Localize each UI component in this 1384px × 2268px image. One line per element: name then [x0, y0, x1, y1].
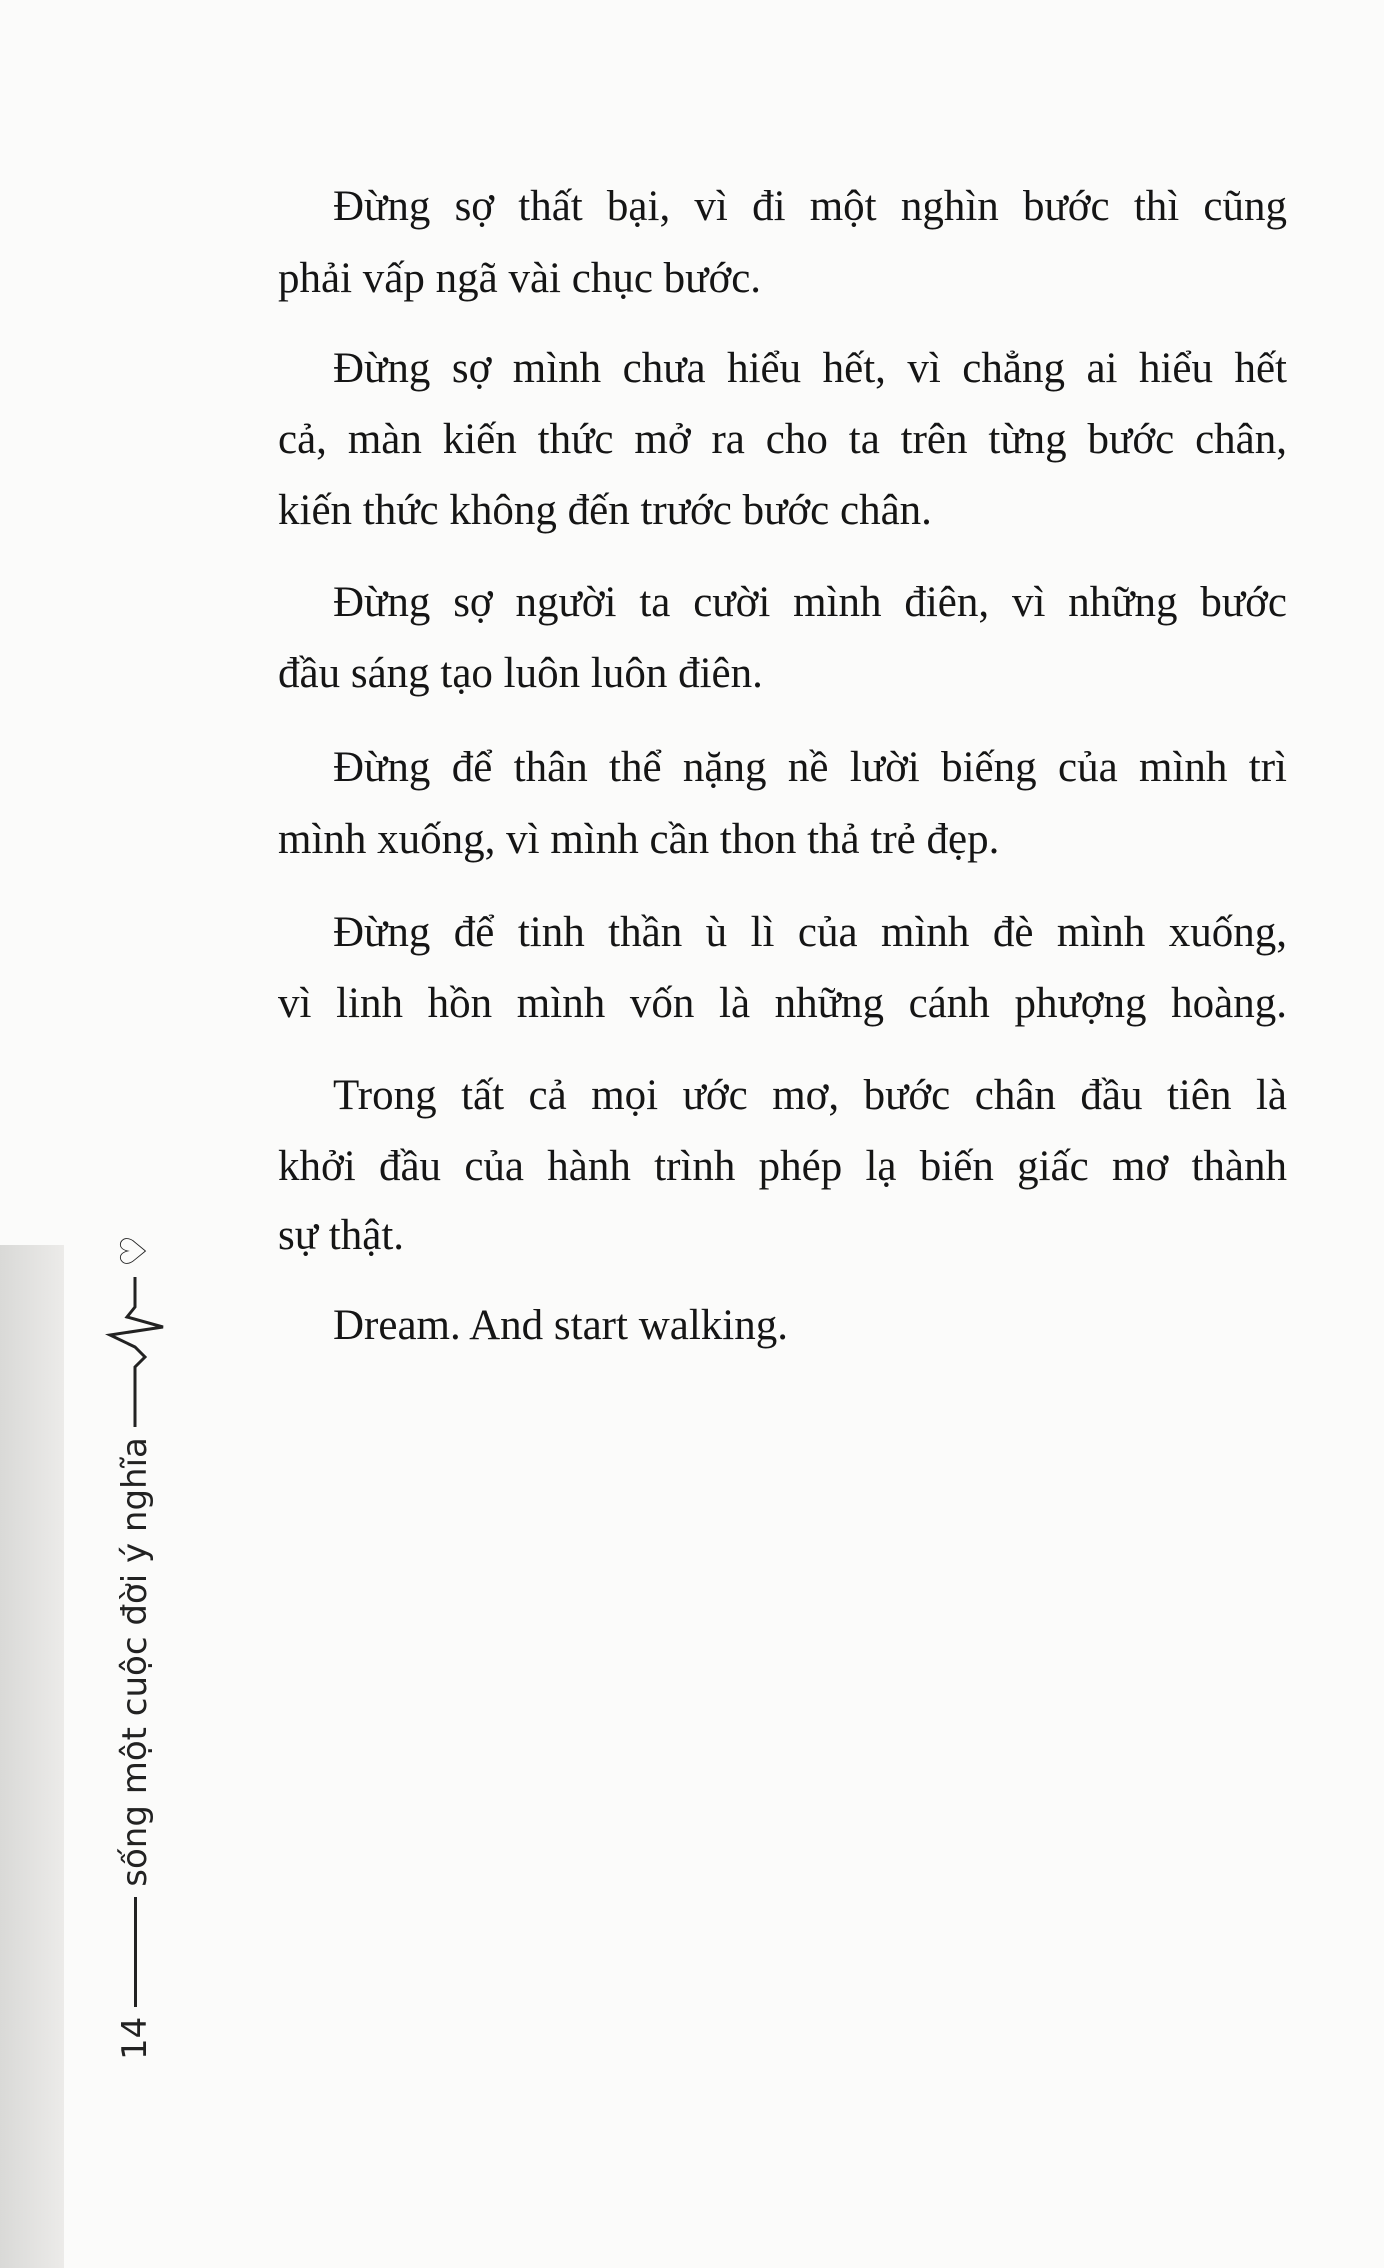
- text-line: sự thật.: [278, 1212, 405, 1259]
- text-line: đầu sáng tạo luôn luôn điên.: [278, 650, 763, 697]
- text-line: Đừng sợ người ta cười mình điên, vì những bước: [333, 579, 1287, 626]
- text-line: Đừng sợ mình chưa hiểu hết, vì chẳng ai hiểu hết: [333, 345, 1287, 392]
- page-number: 14: [115, 2016, 155, 2060]
- text-line: Đừng sợ thất bại, vì đi một nghìn bước thì cũng: [333, 183, 1287, 230]
- text-line: Đừng để thân thể nặng nề lười biếng của mình trì: [333, 744, 1287, 791]
- heartbeat-icon: [105, 1277, 165, 1427]
- text-line: phải vấp ngã vài chục bước.: [278, 255, 762, 302]
- text-line: kiến thức không đến trước bước chân.: [278, 487, 932, 534]
- text-line: Dream. And start walking.: [333, 1302, 788, 1349]
- text-line: mình xuống, vì mình cần thon thả trẻ đẹp.: [278, 816, 1000, 863]
- page-gutter-shadow: [0, 1245, 64, 2268]
- divider: [134, 1897, 137, 2007]
- text-line: Đừng để tinh thần ù lì của mình đè mình xuống,: [333, 909, 1287, 956]
- text-line: vì linh hồn mình vốn là những cánh phượng hoàng.: [278, 980, 1287, 1027]
- running-footer: [105, 1235, 165, 2060]
- text-line: cả, màn kiến thức mở ra cho ta trên từng bước chân,: [278, 416, 1287, 463]
- running-title: sống một cuộc đời ý nghĩa: [115, 1437, 155, 1887]
- heart-icon: ♡: [114, 1234, 155, 1268]
- text-line: Trong tất cả mọi ước mơ, bước chân đầu tiên là: [333, 1072, 1287, 1119]
- text-line: khởi đầu của hành trình phép lạ biến giấc mơ thành: [278, 1143, 1287, 1190]
